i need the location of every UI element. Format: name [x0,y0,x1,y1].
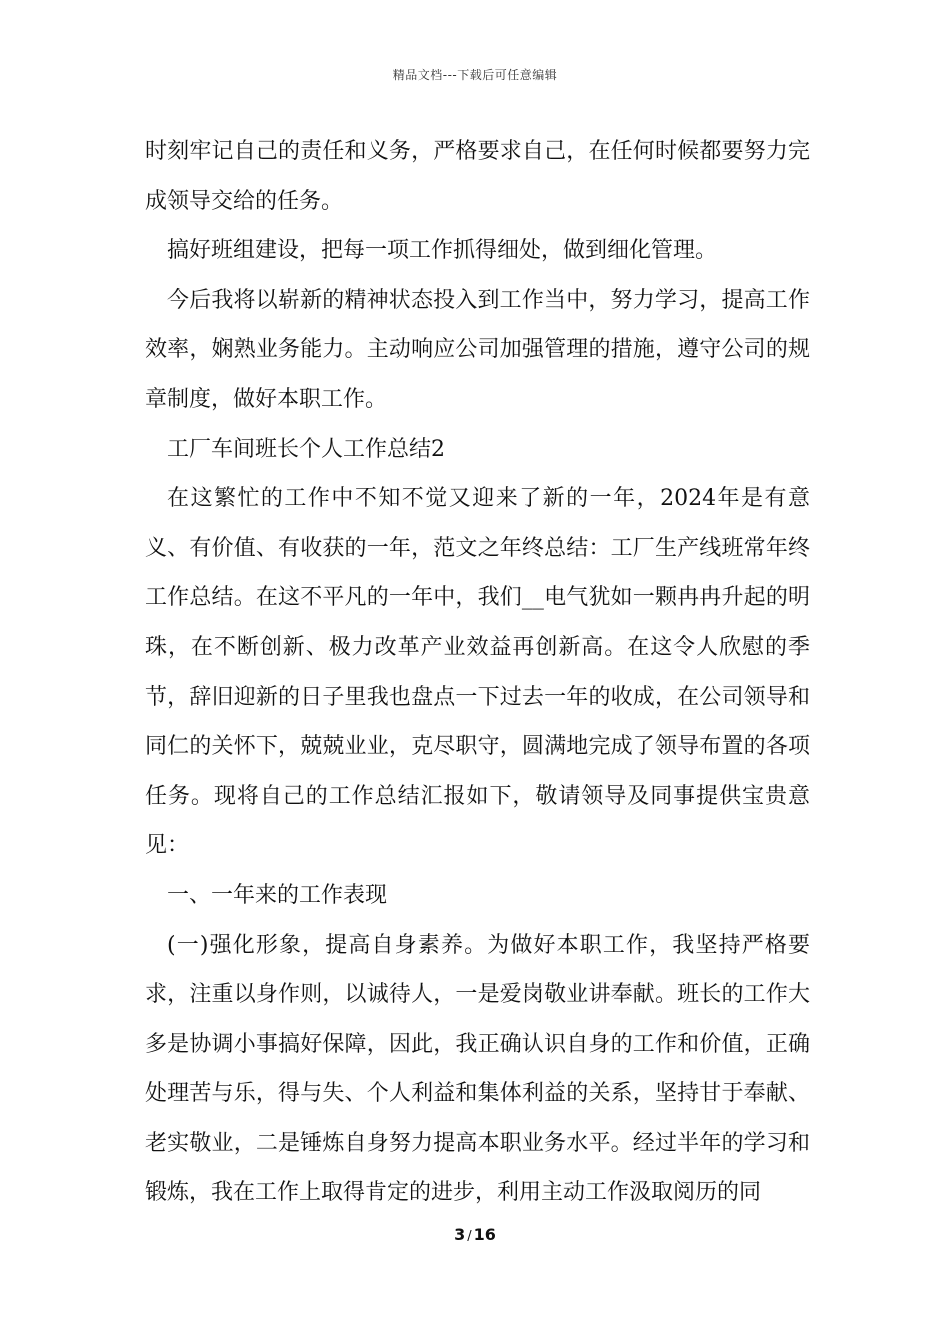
page-number [0,1225,950,1244]
page-separator: / [467,1229,472,1244]
section-title: 工厂车间班长个人工作总结2 [167,436,445,462]
page-header: 精品文档---下载后可任意编辑 [392,68,558,82]
paragraph-intro: 在这繁忙的工作中不知不觉又迎来了新的一年，2024年是有意义、有价值、有收获的一年，范文之年终总结：工厂生产线班常年终工作总结。在这不平凡的一年中，我们__电气犹如一颗冉冉升起的明珠，在不断创新、极力改革产业效益再创新高。在这令人欣慰的季节，辞旧迎新的日子里我也盘点一下过去一年的收成，在公司领导和同仁的关怀下，兢兢业业，克尽职守，圆满地完成了领导布置的各项任务。现将自己的工作总结汇报如下，敬请领导及同事提供宝贵意见： [145,486,810,859]
document-body [145,127,810,1218]
paragraph-performance: (一)强化形象，提高自身素养。为做好本职工作，我坚持严格要求，注重以身作则，以诚待人，一是爱岗敬业讲奉献。班长的工作大多是协调小事搞好保障，因此，我正确认识自身的工作和价值，正确处理苦与乐，得与失、个人利益和集体利益的关系，坚持甘于奉献、老实敬业，二是锤炼自身努力提高本职业务水平。经过半年的学习和锻炼，我在工作上取得肯定的进步，利用主动工作汲取阅历的同 [145,932,810,1206]
paragraph-team-building: 搞好班组建设，把每一项工作抓得细处，做到细化管理。 [167,238,718,264]
section-heading: 一、一年来的工作表现 [167,882,388,908]
total-pages: 16 [473,1225,496,1244]
paragraph-responsibility: 时刻牢记自己的责任和义务，严格要求自己，在任何时候都要努力完成领导交给的任务。 [145,139,810,214]
current-page: 3 [454,1225,466,1244]
paragraph-future-plan: 今后我将以崭新的精神状态投入到工作当中，努力学习，提高工作效率，娴熟业务能力。主动响应公司加强管理的措施，遵守公司的规章制度，做好本职工作。 [145,287,810,412]
